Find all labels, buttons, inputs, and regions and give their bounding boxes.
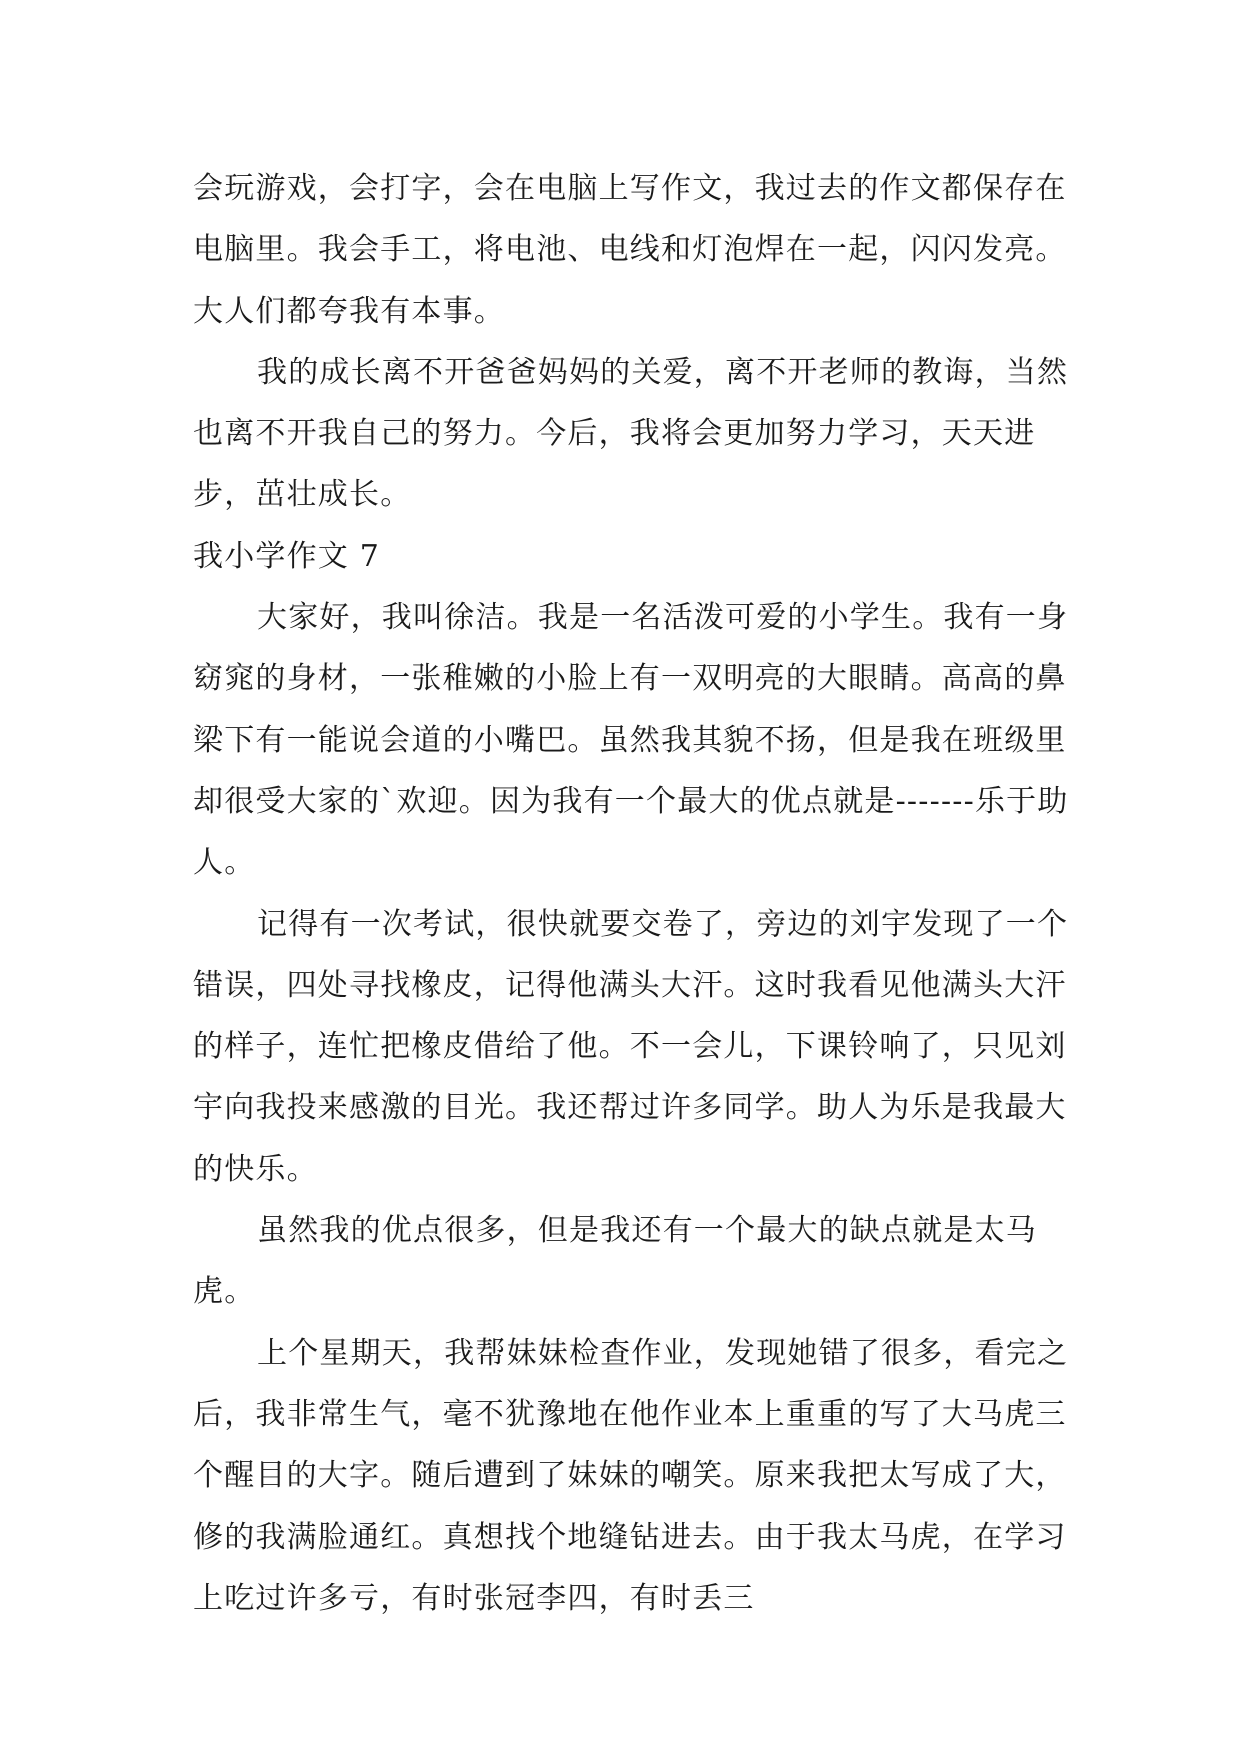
- paragraph: 虽然我的优点很多，但是我还有一个最大的缺点就是太马虎。: [193, 1213, 1037, 1310]
- paragraph: 上个星期天，我帮妹妹检查作业，发现她错了很多，看完之后，我非常生气，毫不犹豫地在他作业本上重重的写了大马虎三个醒目的大字。随后遭到了妹妹的嘲笑。原来我把太写成了大，修的我满脸通红。真想找个地缝钻进去。由于我太马虎，在学习上吃过许多亏，有时张冠李四，有时丢三: [193, 1335, 1069, 1616]
- essay-title: 我小学作文 7: [193, 538, 381, 574]
- paragraph: 记得有一次考试，很快就要交卷了，旁边的刘宇发现了一个错误，四处寻找橡皮，记得他满头大汗。这时我看见他满头大汗的样子，连忙把橡皮借给了他。不一会儿，下课铃响了，只见刘宇向我投来感激的目光。我还帮过许多同学。助人为乐是我最大的快乐。: [193, 906, 1069, 1187]
- essay-body: [193, 158, 1073, 1629]
- paragraph-continued: 会玩游戏，会打字，会在电脑上写作文，我过去的作文都保存在电脑里。我会手工，将电池、电线和灯泡焊在一起，闪闪发亮。大人们都夸我有本事。: [193, 171, 1067, 329]
- paragraph: 我的成长离不开爸爸妈妈的关爱，离不开老师的教诲，当然也离不开我自己的努力。今后，我将会更加努力学习，天天进步，茁壮成长。: [193, 354, 1069, 513]
- paragraph: 大家好，我叫徐洁。我是一名活泼可爱的小学生。我有一身窈窕的身材，一张稚嫩的小脸上有一双明亮的大眼睛。高高的鼻梁下有一能说会道的小嘴巴。虽然我其貌不扬，但是我在班级里却很受大家的`欢迎。因为我有一个最大的优点就是-------乐于助人。: [193, 600, 1069, 881]
